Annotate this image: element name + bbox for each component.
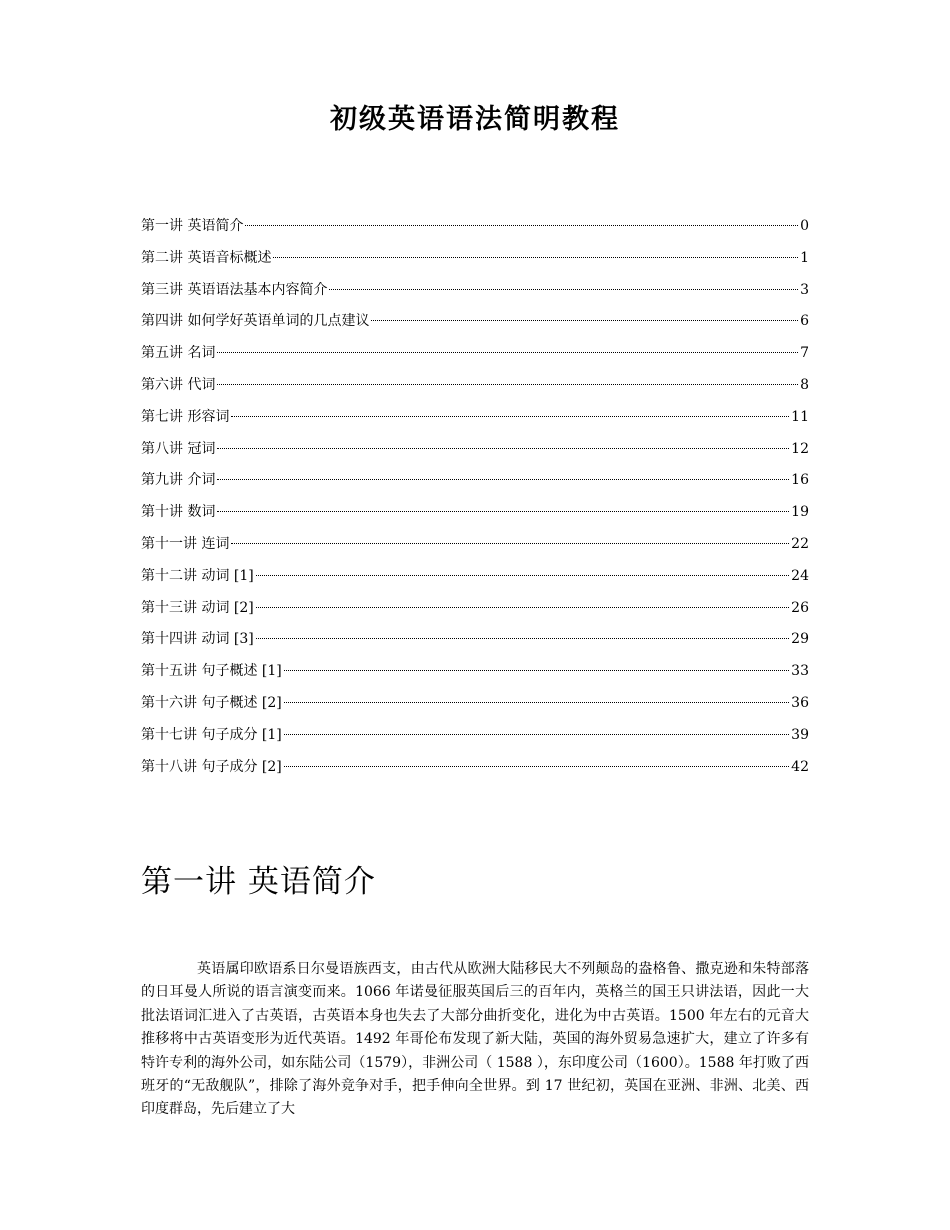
toc-entry[interactable] (141, 216, 809, 248)
toc-entry[interactable] (141, 407, 809, 439)
toc-entry[interactable] (141, 693, 809, 725)
toc-entry-page-number: 22 (791, 535, 809, 552)
toc-entry[interactable] (141, 280, 809, 312)
toc-dot-leader (256, 607, 789, 608)
toc-entry[interactable] (141, 598, 809, 630)
toc-dot-leader (284, 702, 789, 703)
toc-entry-label: 第十四讲 动词 [3] (141, 631, 254, 648)
toc-dot-leader (371, 320, 798, 321)
toc-entry-label: 第三讲 英语语法基本内容简介 (141, 281, 328, 298)
toc-entry[interactable] (141, 629, 809, 661)
toc-dot-leader (231, 543, 789, 544)
toc-entry-label: 第十七讲 句子成分 [1] (141, 726, 282, 743)
toc-entry[interactable] (141, 248, 809, 280)
toc-entry-label: 第四讲 如何学好英语单词的几点建议 (141, 313, 370, 330)
toc-entry-label: 第五讲 名词 (141, 345, 216, 362)
document-title: 初级英语语法简明教程 (330, 104, 620, 135)
toc-dot-leader (284, 766, 789, 767)
toc-dot-leader (217, 384, 798, 385)
toc-entry-page-number: 42 (791, 758, 809, 775)
toc-entry-page-number: 6 (800, 313, 809, 330)
toc-entry-label: 第十讲 数词 (141, 504, 216, 521)
toc-entry-page-number: 26 (791, 599, 809, 616)
toc-entry-label: 第十六讲 句子概述 [2] (141, 694, 282, 711)
toc-entry[interactable] (141, 439, 809, 471)
toc-entry-page-number: 36 (791, 694, 809, 711)
toc-entry-label: 第七讲 形容词 (141, 408, 230, 425)
toc-entry-page-number: 11 (791, 408, 809, 425)
toc-dot-leader (217, 448, 789, 449)
toc-entry-page-number: 8 (800, 376, 809, 393)
toc-dot-leader (217, 479, 789, 480)
toc-entry-page-number: 24 (791, 567, 809, 584)
toc-entry[interactable] (141, 375, 809, 407)
toc-dot-leader (231, 416, 789, 417)
toc-entry-page-number: 19 (791, 504, 809, 521)
toc-entry[interactable] (141, 534, 809, 566)
toc-entry[interactable] (141, 470, 809, 502)
toc-entry[interactable] (141, 502, 809, 534)
toc-entry-page-number: 1 (800, 249, 809, 266)
toc-entry-page-number: 39 (791, 726, 809, 743)
table-of-contents (141, 216, 809, 788)
toc-dot-leader (284, 670, 789, 671)
toc-entry-page-number: 29 (791, 631, 809, 648)
toc-entry-page-number: 16 (791, 472, 809, 489)
toc-dot-leader (273, 257, 798, 258)
toc-entry-label: 第十一讲 连词 (141, 535, 230, 552)
toc-dot-leader (329, 289, 798, 290)
toc-entry-label: 第十八讲 句子成分 [2] (141, 758, 282, 775)
toc-entry[interactable] (141, 343, 809, 375)
toc-entry-label: 第十五讲 句子概述 [1] (141, 663, 282, 680)
toc-entry-label: 第二讲 英语音标概述 (141, 249, 272, 266)
toc-entry[interactable] (141, 566, 809, 598)
toc-entry-page-number: 7 (800, 345, 809, 362)
toc-entry[interactable] (141, 757, 809, 789)
toc-entry-page-number: 12 (791, 440, 809, 457)
toc-dot-leader (256, 638, 789, 639)
toc-entry-label: 第十三讲 动词 [2] (141, 599, 254, 616)
toc-entry[interactable] (141, 725, 809, 757)
toc-entry-label: 第十二讲 动词 [1] (141, 567, 254, 584)
body-paragraph: 英语属印欧语系日尔曼语族西支，由古代从欧洲大陆移民大不列颠岛的盎格鲁、撒克逊和朱特部落的日耳曼人所说的语言演变而来。1066 年诺曼征服英国后三的百年内，英格兰的国王只讲法语，因此一大批法语词汇进入了古英语，古英语本身也失去了大部分曲折变化，进化为中古英语。1500 年左右的元音大推移将中古英语变形为近代英语。1492 年哥伦布发现了新大陆，英国的海外贸易急速扩大，建立了许多有特许专利的海外公司，如东陆公司（1579），非洲公司（ 1588 ），东印度公司（1600）。1588 年打败了西班牙的“无敌舰队”，排除了海外竞争对手，把手伸向全世界。到 17 世纪初，英国在亚洲、非洲、北美、西印度群岛，先后建立了大 (141, 961, 809, 1118)
toc-entry-page-number: 33 (791, 663, 809, 680)
toc-entry[interactable] (141, 311, 809, 343)
toc-entry[interactable] (141, 661, 809, 693)
toc-entry-label: 第九讲 介词 (141, 472, 216, 489)
chapter-heading: 第一讲 英语简介 (141, 864, 376, 900)
toc-entry-page-number: 3 (800, 281, 809, 298)
toc-dot-leader (217, 352, 798, 353)
toc-dot-leader (284, 734, 789, 735)
toc-dot-leader (217, 511, 789, 512)
toc-entry-label: 第八讲 冠词 (141, 440, 216, 457)
toc-dot-leader (256, 575, 789, 576)
toc-dot-leader (245, 225, 798, 226)
toc-entry-label: 第一讲 英语简介 (141, 218, 244, 234)
toc-entry-page-number: 0 (800, 218, 809, 234)
toc-entry-label: 第六讲 代词 (141, 376, 216, 393)
